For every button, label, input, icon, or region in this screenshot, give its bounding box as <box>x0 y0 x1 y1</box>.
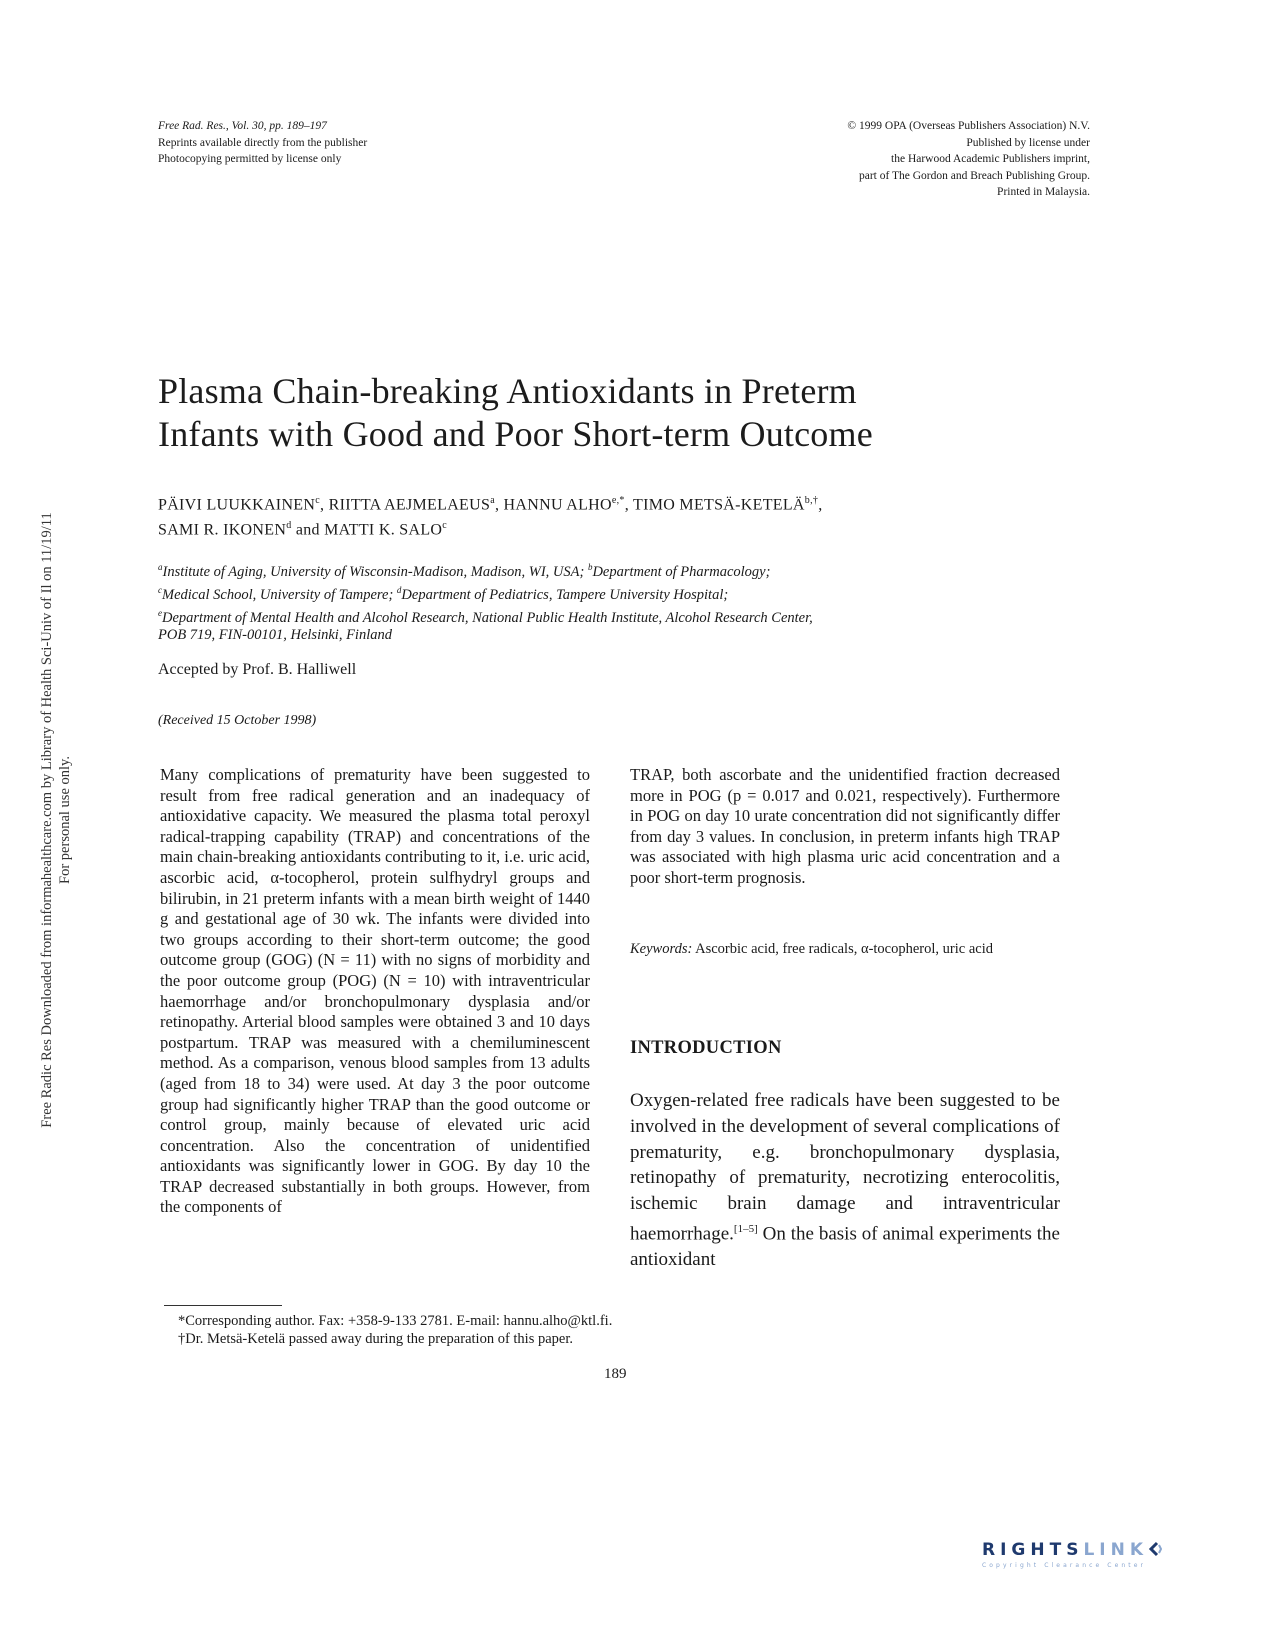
received-date: (Received 15 October 1998) <box>158 713 317 728</box>
watermark-line-2: For personal use only. <box>57 756 73 884</box>
logo-rights: RIGHTS <box>982 1540 1084 1560</box>
author-list: PÄIVI LUUKKAINEN$^c$, RIITTA AEJMELAEUS$^a$, HANNU $ALHO^{e,*}$, TIMO METSÄ-$KETELÄ^{b,\dagger}$, SAMI R. IKONEN$^d$ and MATTI K. SALO$^c$ <box>158 495 823 539</box>
author-affil-mark: e,* <box>611 495 625 506</box>
footnote-divider <box>164 1305 282 1306</box>
affil-mark: e <box>158 607 162 618</box>
intro-body: Oxygen-related free radicals have been suggested to be involved in the development of several complications of prematurity, e.g. bronchopulmonary dysplasia, retinopathy of prematurity, necrotizing enterocolitis, ischemic brain damage and intraventricular haemorrhage. <box>630 1090 1060 1245</box>
affiliation-line <box>158 581 1058 604</box>
footnote-corresponding: *Corresponding author. Fax: +358-9-133 2781. E-mail: hannu.alho@ktl.fi. <box>178 1313 613 1329</box>
author-affil-mark: c <box>315 495 320 506</box>
author-affil-mark: b,† <box>804 495 819 506</box>
author-name: TIMO METSÄ-KETELÄ <box>633 496 805 514</box>
affiliation-line <box>158 604 1058 627</box>
affiliation-line: POB 719, FIN-00101, Helsinki, Finland <box>158 627 392 644</box>
affil-mark: a <box>158 562 163 572</box>
author-name: PÄIVI LUUKKAINEN <box>158 496 316 514</box>
section-heading: INTRODUCTION <box>630 1038 782 1058</box>
logo-subtitle: Copyright Clearance Center <box>982 1562 1147 1569</box>
author-affil-mark: d <box>286 520 292 532</box>
author-name: HANNU ALHO <box>503 496 612 514</box>
keywords <box>630 940 1060 958</box>
affil-text: Medical School, University of Tampere; <box>162 586 394 603</box>
affil-text: Department of Pharmacology; <box>592 563 771 580</box>
chevron-icon <box>1148 1541 1162 1557</box>
logo-link: LINK <box>1083 1540 1148 1560</box>
article-title <box>158 370 1058 456</box>
author-name: SAMI R. IKONEN <box>158 521 287 539</box>
publisher-line-5: Printed in Malaysia. <box>997 186 1090 198</box>
publisher-notice <box>760 118 1090 201</box>
affil-text: Department of Mental Health and Alcohol Research, National Public Health Institute, Alcohol Research Center, <box>162 609 813 626</box>
author-name: RIITTA AEJMELAEUS <box>328 496 491 514</box>
citation-line-1: Free Rad. Res., Vol. 30, pp. 189–197 <box>158 120 327 132</box>
publisher-line-3: the Harwood Academic Publishers imprint, <box>891 153 1090 165</box>
citation-ref: [1–5] <box>733 1222 758 1235</box>
affiliation-line <box>158 558 1058 581</box>
author-name: MATTI K. SALO <box>324 521 443 539</box>
accepted-by: Accepted by Prof. B. Halliwell <box>158 661 357 678</box>
abstract-right-column: TRAP, both ascorbate and the unidentified fraction decreased more in POG (p = 0.017 and 0.021, respectively). Furthermore in POG on day 10 urate concentration did not significantly differ from day 3 values. In conclusion, in preterm infants high TRAP was associated with high plasma uric acid concentration and a poor short-term prognosis. <box>630 765 1060 887</box>
publisher-line-4: part of The Gordon and Breach Publishing Group. <box>858 169 1090 182</box>
author-affil-mark: a <box>490 495 495 506</box>
watermark-line-1: Free Radic Res Downloaded from informahealthcare.com by Library of Health Sci-Univ of Il on 11/19/11 <box>39 512 55 1128</box>
affil-text: Institute of Aging, University of Wisconsin-Madison, Madison, WI, USA; <box>162 563 585 580</box>
author-affil-mark: c <box>442 520 448 532</box>
footnotes <box>178 1312 612 1348</box>
affil-mark: d <box>396 584 402 595</box>
intro-body-continued: On the basis of animal experiments the antioxidant <box>630 1223 1060 1271</box>
journal-citation <box>158 118 367 168</box>
title-line-2: Infants with Good and Poor Short-term Outcome <box>158 414 873 454</box>
publisher-line-2: Published by license under <box>966 136 1090 149</box>
rightslink-wordmark <box>982 1540 1162 1560</box>
page-number: 189 <box>604 1366 627 1382</box>
publisher-line-1: © 1999 OPA (Overseas Publishers Association) N.V. <box>847 120 1090 132</box>
introduction-text <box>630 1088 1060 1273</box>
author-conjunction: and <box>295 521 320 539</box>
affil-mark: b <box>587 562 593 572</box>
rightslink-logo[interactable] <box>982 1540 1212 1576</box>
citation-line-2: Reprints available directly from the publisher <box>158 136 368 149</box>
download-watermark <box>0 0 73 1651</box>
abstract-left-column: Many complications of prematurity have been suggested to result from free radical generation and an inadequacy of antioxidative capacity. We measured the plasma total peroxyl radical-trapping capability (TRAP) and concentrations of the main chain-breaking antioxidants contributing to it, i.e. uric acid, ascorbic acid, α-tocopherol, protein sulfhydryl groups and bilirubin, in 21 preterm infants with a mean birth weight of 1440 g and gestational age of 30 wk. The infants were divided into two groups according to their short-term outcome; the good outcome group (GOG) (N = 11) with no signs of morbidity and the poor outcome group (POG) (N = 10) with intraventricular haemorrhage and/or bronchopulmonary dysplasia and/or retinopathy. Arterial blood samples were obtained 3 and 10 days postpartum. TRAP was measured with a chemiluminescent method. As a comparison, venous blood samples from 13 adults (aged from 18 to 34) were used. At day 3 the poor outcome group had significantly higher TRAP than the good outcome or control group, mainly because of elevated uric acid concentration. Also the concentration of unidentified antioxidants was significantly lower in GOG. By day 10 the TRAP decreased substantially in both groups. However, from the components of <box>160 765 590 1217</box>
footnote-deceased: †Dr. Metsä-Ketelä passed away during the preparation of this paper. <box>178 1331 573 1347</box>
title-line-1: Plasma Chain-breaking Antioxidants in Preterm <box>158 371 857 411</box>
affiliations <box>158 558 1058 644</box>
keywords-label: Keywords: <box>630 941 693 957</box>
affil-mark: c <box>158 584 162 595</box>
citation-line-3: Photocopying permitted by license only <box>158 153 342 165</box>
keywords-text: Ascorbic acid, free radicals, α-tocopherol, uric acid <box>695 941 993 957</box>
affil-text: Department of Pediatrics, Tampere University Hospital; <box>401 586 729 603</box>
